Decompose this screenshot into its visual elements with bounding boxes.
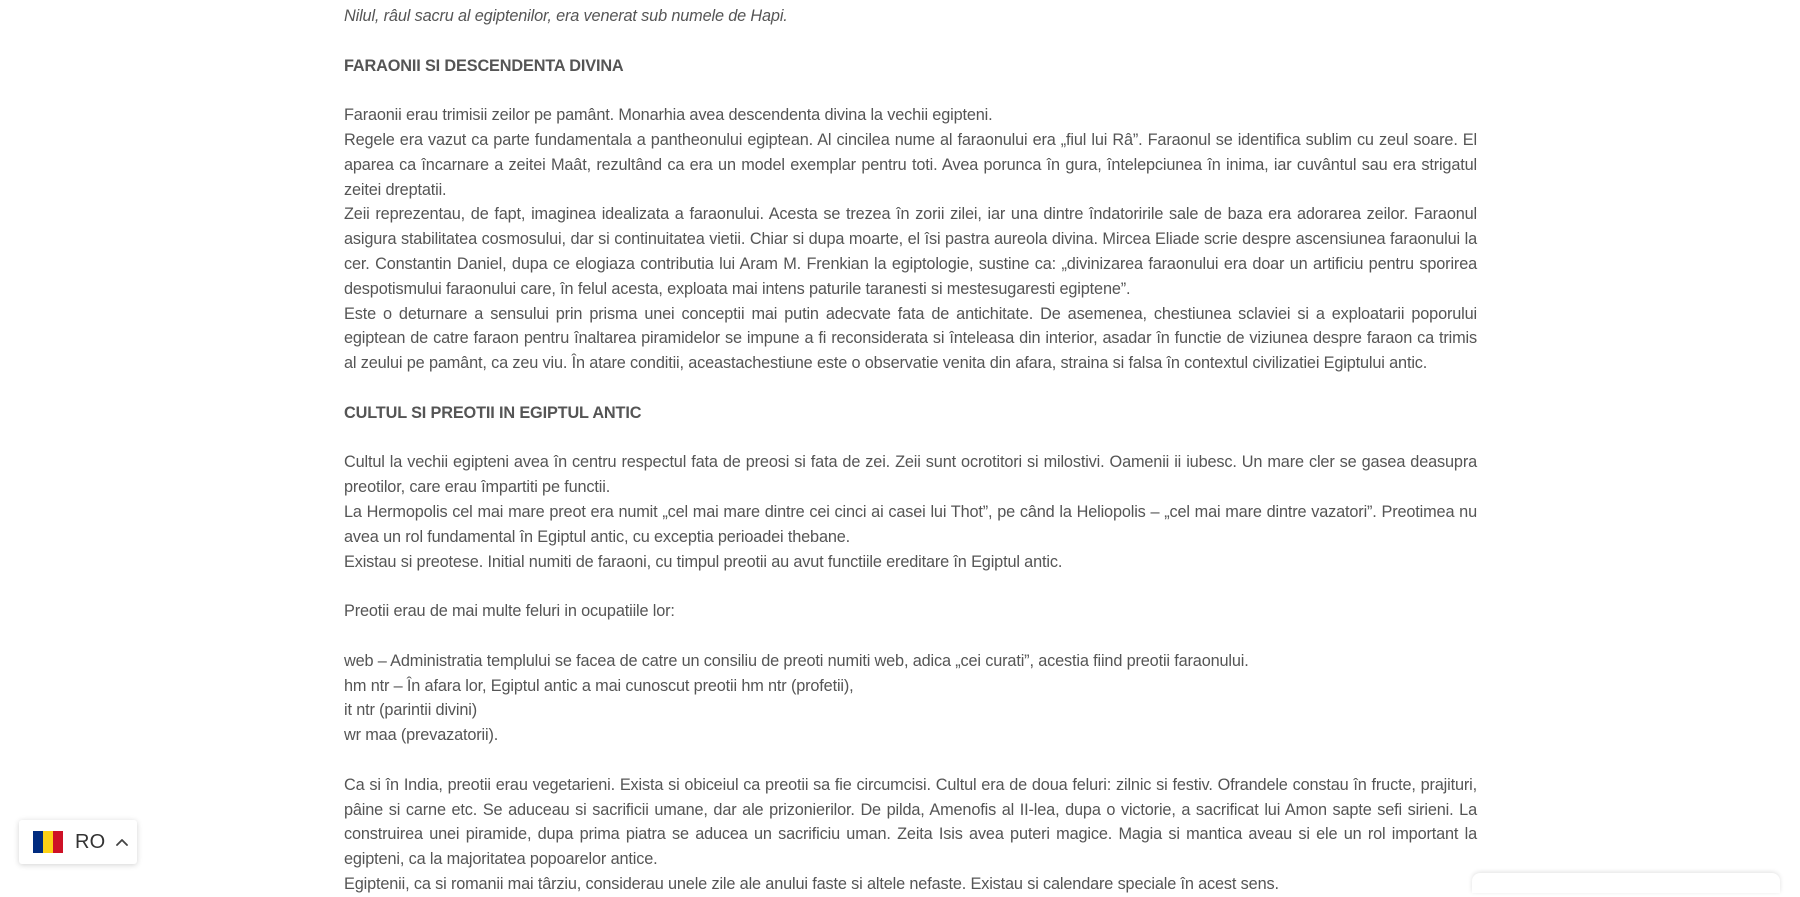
priest-type-item: it ntr (parintii divini): [344, 701, 478, 720]
section-heading-cult: CULTUL SI PREOTII IN EGIPTUL ANTIC: [344, 403, 642, 422]
paragraph: La Hermopolis cel mai mare preot era numit „cel mai mare dintre cei cinci ai casei lui Thot”, pe când la Heliopolis – „cel mai mare dintre vazatori”. Preotimea nu avea un rol fundamental în Egiptul antic, cu exceptia perioadei thebane.: [344, 502, 1477, 546]
priest-type-item: wr maa (prevazatorii).: [344, 726, 499, 745]
language-switcher-button[interactable]: [19, 820, 137, 864]
article-body: [344, 4, 1477, 897]
chat-widget-edge[interactable]: [1472, 873, 1780, 893]
paragraph: Cultul la vechii egipteni avea în centru respectul fata de preosi si fata de zei. Zeii sunt ocrotitori si milostivi. Oamenii ii iubesc. Un mare cler se gasea deasupra preotilor, care erau împartiti pe functii.: [344, 453, 1477, 497]
paragraph: Existau si preotese. Initial numiti de faraoni, cu timpul preotii au avut functiile ereditare în Egiptul antic.: [344, 552, 1063, 571]
paragraph: Faraonii erau trimisii zeilor pe pamânt. Monarhia avea descendenta divina la vechii egipteni.: [344, 106, 993, 125]
paragraph: Ca si în India, preotii erau vegetarieni. Exista si obiceiul ca preotii sa fie circumcisi. Cultul era de doua feluri: zilnic si festiv. Ofrandele constau în fructe, prajituri, pâine si carne etc. Se aduceau si sacrificii umane, dar ale prizonierilor. De pilda, Amenofis al II-lea, dupa o victorie, a sacrificat lui Amon sapte sefi sirieni. La construirea unei piramide, dupa prima piatra se aducea un sacrificiu uman. Zeita Isis avea puteri magice. Magia si mantica aveau si ele un rol important la egipteni, ca la majoritatea popoarelor antice.: [344, 775, 1477, 869]
flag-stripe: [43, 831, 53, 853]
romania-flag-icon: [33, 831, 63, 853]
paragraph: Regele era vazut ca parte fundamentala a pantheonului egiptean. Al cincilea nume al faraonului era „fiul lui Râ”. Faraonul se identifica sublim cu zeul soare. El aparea ca încarnare a zeitei Maât, rezultând ca era un model exemplar pentru toti. Avea porunca în gura, întelepciunea în inima, iar cuvântul sau era strigatul zeitei dreptatii.: [344, 130, 1477, 199]
priest-type-item: web – Administratia templului se facea de catre un consiliu de preoti numiti web, adica „cei curati”, acestia fiind preotii faraonului.: [344, 651, 1249, 670]
language-code: RO: [75, 830, 106, 853]
intro-text: Nilul, râul sacru al egiptenilor, era venerat sub numele de Hapi.: [344, 7, 788, 25]
paragraph: Egiptenii, ca si romanii mai târziu, considerau unele zile ale anului faste si altele nefaste. Existau si calendare speciale în acest sens.: [344, 874, 1279, 893]
priest-types-intro: Preotii erau de mai multe feluri in ocupatiile lor:: [344, 602, 675, 621]
flag-stripe: [33, 831, 43, 853]
chevron-up-icon: [115, 835, 129, 849]
flag-stripe: [53, 831, 63, 853]
paragraph: Este o deturnare a sensului prin prisma unei conceptii mai putin adecvate fata de antichitate. De asemenea, chestiunea sclaviei si a exploatarii poporului egiptean de catre faraon pentru înaltarea piramidelor se impune a fi reconsiderata si înteleasa din interior, asadar în functie de viziunea despre faraon ca trimis al zeului pe pamânt, ca zeu viu. În atare conditii, aceastachestiune este o observatie venita din afara, straina si falsa în contextul civilizatiei Egiptului antic.: [344, 304, 1477, 373]
paragraph: Zeii reprezentau, de fapt, imaginea idealizata a faraonului. Acesta se trezea în zorii zilei, iar una dintre îndatoririle sale de baza era adorarea zeilor. Faraonul asigura stabilitatea cosmosului, dar si continuitatea vietii. Chiar si dupa moarte, el îsi pastra aureola divina. Mircea Eliade scrie despre ascensiunea faraonului la cer. Constantin Daniel, dupa ce elogiaza contributia lui Aram M. Frenkian la egiptologie, sustine ca: „divinizarea faraonului era doar un artificiu pentru sporirea despotismului faraonului care, în felul acesta, exploata mai intens paturile taranesti si mestesugaresti egiptene”.: [344, 205, 1477, 298]
priest-type-item: hm ntr – În afara lor, Egiptul antic a mai cunoscut preotii hm ntr (profetii),: [344, 676, 854, 695]
section-heading-pharaohs: FARAONII SI DESCENDENTA DIVINA: [344, 56, 624, 75]
